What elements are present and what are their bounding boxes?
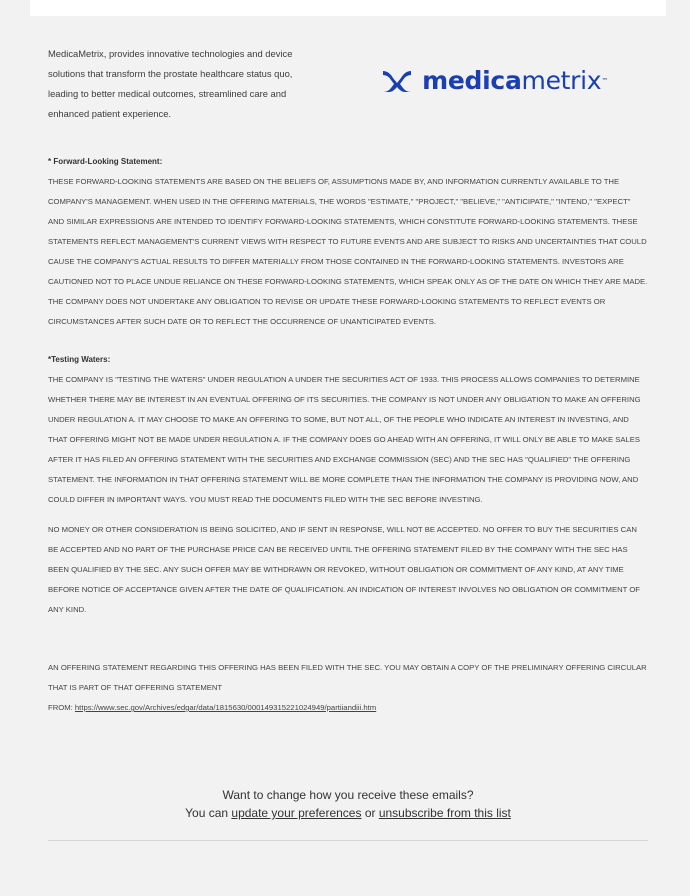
medicametrix-x-icon (380, 68, 414, 94)
testing-waters-body-2: NO MONEY OR OTHER CONSIDERATION IS BEING SOLICITED, AND IF SENT IN RESPONSE, WILL NOT BE ACCEPTED. NO OFFER TO BUY THE SECURITIES CAN BE ACCEPTED AND NO PART OF THE PURCHASE PRICE CAN BE RECEIVED UNTIL THE OFFERING STATEMENT FILED BY THE COMPANY WITH THE SEC HAS BEEN QUALIFIED BY THE SEC. ANY SUCH OFFER MAY BE WITHDRAWN OR REVOKED, WITHOUT OBLIGATION OR COMMITMENT OF ANY KIND, AT ANY TIME BEFORE NOTICE OF ACCEPTANCE GIVEN AFTER THE DATE OF QUALIFICATION. AN INDICATION OF INTEREST INVOLVES NO OBLIGATION OR COMMITMENT OF ANY KIND. (48, 525, 640, 614)
logo-word-medica: medica (422, 66, 522, 95)
update-preferences-link[interactable]: update your preferences (231, 806, 362, 820)
intro-row (48, 44, 648, 124)
testing-waters-body-3 (48, 658, 648, 718)
intro-text: MedicaMetrix, provides innovative technologies and device solutions that transform the prostate healthcare status quo, leading to better medical outcomes, streamlined care and enhanced patient experience. (48, 48, 293, 119)
from-label: FROM: (48, 703, 75, 712)
offering-statement-text: AN OFFERING STATEMENT REGARDING THIS OFFERING HAS BEEN FILED WITH THE SEC. YOU MAY OBTAIN A COPY OF THE PRELIMINARY OFFERING CIRCULAR THAT IS PART OF THAT OFFERING STATEMENT (48, 663, 647, 692)
logo-trademark: ™ (601, 77, 608, 85)
testing-waters-title: *Testing Waters: (48, 355, 111, 364)
forward-looking-title: * Forward-Looking Statement: (48, 157, 163, 166)
logo-word-metrix: metrix (521, 66, 602, 95)
footer-question: Want to change how you receive these emails? (222, 788, 474, 802)
email-content (48, 44, 648, 718)
sec-filing-link[interactable]: https://www.sec.gov/Archives/edgar/data/1815630/000149315221024949/partiiandiii.htm (74, 703, 377, 712)
testing-waters-body-1: THE COMPANY IS "TESTING THE WATERS" UNDER REGULATION A UNDER THE SECURITIES ACT OF 1933. THIS PROCESS ALLOWS COMPANIES TO DETERMINE WHETHER THERE MAY BE INTEREST IN AN EVENTUAL OFFERING OF ITS SECURITIES. THE COMPANY IS NOT UNDER ANY OBLIGATION TO MAKE AN OFFERING UNDER REGULATION A. IT MAY CHOOSE TO MAKE AN OFFERING TO SOME, BUT NOT ALL, OF THE PEOPLE WHO INDICATE AN INTEREST IN INVESTING, AND THAT OFFERING MIGHT NOT BE MADE UNDER REGULATION A. IF THE COMPANY DOES GO AHEAD WITH AN OFFERING, IT WILL ONLY BE ABLE TO MAKE SALES AFTER IT HAS FILED AN OFFERING STATEMENT WITH THE SECURITIES AND EXCHANGE COMMISSION (SEC) AND THE SEC HAS "QUALIFIED" THE OFFERING STATEMENT. THE INFORMATION IN THAT OFFERING STATEMENT WILL BE MORE COMPLETE THAN THE INFORMATION THE COMPANY IS PROVIDING NOW, AND COULD DIFFER IN IMPORTANT WAYS. YOU MUST READ THE DOCUMENTS FILED WITH THE SEC BEFORE INVESTING. (48, 375, 641, 504)
medicametrix-logo (380, 68, 608, 94)
top-card (30, 0, 666, 16)
footer-options (48, 804, 648, 822)
footer-or: or (361, 806, 379, 820)
footer-you-can: You can (185, 806, 232, 820)
footer-divider (48, 840, 648, 841)
unsubscribe-link[interactable]: unsubscribe from this list (378, 806, 511, 820)
email-footer (48, 786, 648, 822)
logo-wordmark (422, 68, 608, 94)
forward-looking-body: THESE FORWARD-LOOKING STATEMENTS ARE BASED ON THE BELIEFS OF, ASSUMPTIONS MADE BY, AND INFORMATION CURRENTLY AVAILABLE TO THE COMPANY'S MANAGEMENT. WHEN USED IN THE OFFERING MATERIALS, THE WORDS "ESTIMATE," "PROJECT," "BELIEVE," "ANTICIPATE," "INTEND," "EXPECT" AND SIMILAR EXPRESSIONS ARE INTENDED TO IDENTIFY FORWARD-LOOKING STATEMENTS, WHICH CONSTITUTE FORWARD-LOOKING STATEMENTS. THESE STATEMENTS REFLECT MANAGEMENT'S CURRENT VIEWS WITH RESPECT TO FUTURE EVENTS AND ARE SUBJECT TO RISKS AND UNCERTAINTIES THAT COULD CAUSE THE COMPANY'S ACTUAL RESULTS TO DIFFER MATERIALLY FROM THOSE CONTAINED IN THE FORWARD-LOOKING STATEMENTS. INVESTORS ARE CAUTIONED NOT TO PLACE UNDUE RELIANCE ON THESE FORWARD-LOOKING STATEMENTS, WHICH SPEAK ONLY AS OF THE DATE ON WHICH THEY ARE MADE. THE COMPANY DOES NOT UNDERTAKE ANY OBLIGATION TO REVISE OR UPDATE THESE FORWARD-LOOKING STATEMENTS TO REFLECT EVENTS OR CIRCUMSTANCES AFTER SUCH DATE OR TO REFLECT THE OCCURRENCE OF UNANTICIPATED EVENTS. (48, 177, 648, 326)
